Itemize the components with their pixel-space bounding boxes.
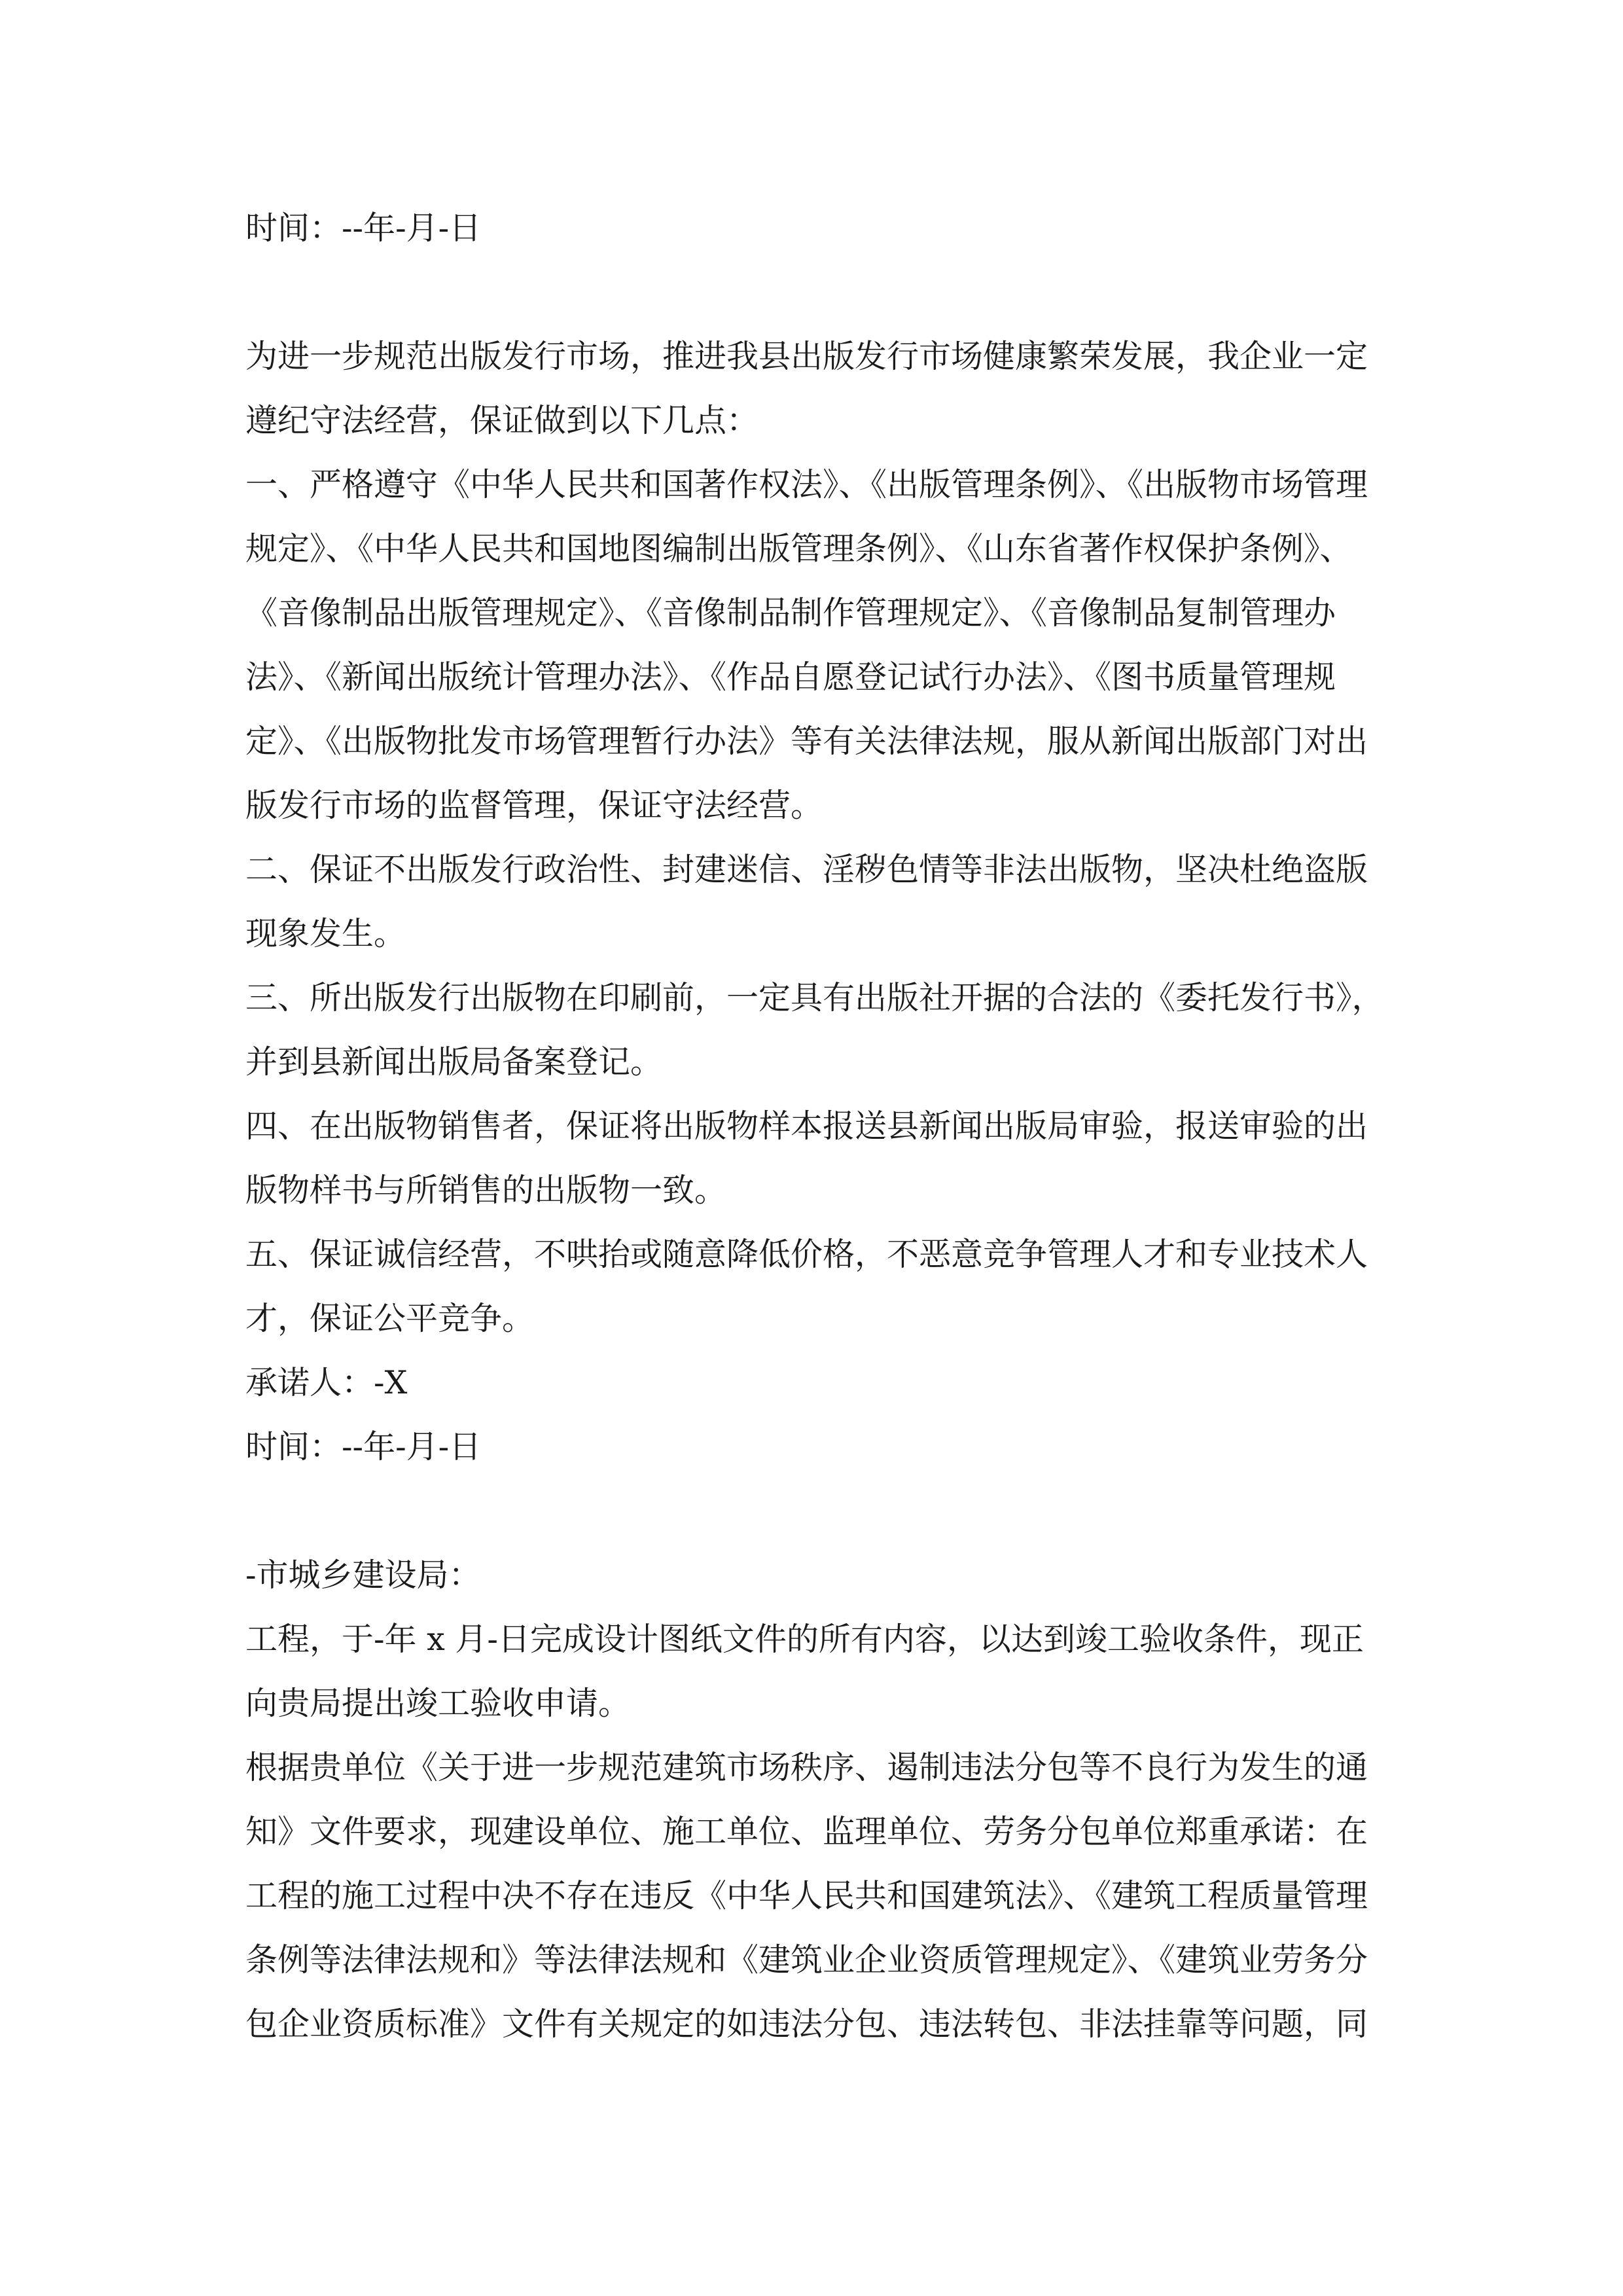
clause-two-line: 二、保证不出版发行政治性、封建迷信、淫秽色情等非法出版物，坚决杜绝盗版 bbox=[245, 851, 1368, 888]
clause-one-line: 《音像制品出版管理规定》、《音像制品制作管理规定》、《音像制品复制管理办 bbox=[245, 594, 1336, 632]
clause-four-line: 四、在出版物销售者，保证将出版物样本报送县新闻出版局审验，报送审验的出 bbox=[245, 1107, 1368, 1145]
date-line: 时间：--年-月-日 bbox=[245, 209, 482, 247]
commitment-line: 工程的施工过程中决不存在违反《中华人民共和国建筑法》、《建筑工程质量管理 bbox=[245, 1877, 1368, 1914]
clause-one-line: 法》、《新闻出版统计管理办法》、《作品自愿登记试行办法》、《图书质量管理规 bbox=[245, 658, 1336, 696]
clause-one-line: 版发行市场的监督管理，保证守法经营。 bbox=[245, 787, 823, 824]
commitment-line: 条例等法律法规和》等法律法规和《建筑业企业资质管理规定》、《建筑业劳务分 bbox=[245, 1941, 1368, 1979]
commitment-line: 包企业资质标准》文件有关规定的如违法分包、违法转包、非法挂靠等问题，同 bbox=[245, 2005, 1368, 2043]
commitment-line: 根据贵单位《关于进一步规范建筑市场秩序、遏制违法分包等不良行为发生的通 bbox=[245, 1749, 1368, 1786]
clause-one-line: 一、严格遵守《中华人民共和国著作权法》、《出版管理条例》、《出版物市场管理 bbox=[245, 466, 1368, 503]
clause-three-line: 三、所出版发行出版物在印刷前，一定具有出版社开据的合法的《委托发行书》， bbox=[245, 979, 1384, 1016]
addressee-line: -市城乡建设局： bbox=[245, 1556, 481, 1594]
intro-line: 遵纪守法经营，保证做到以下几点： bbox=[245, 402, 759, 439]
application-line: 工程，于-年 x 月-日完成设计图纸文件的所有内容，以达到竣工验收条件，现正 bbox=[245, 1621, 1364, 1658]
commitment-line: 知》文件要求，现建设单位、施工单位、监理单位、劳务分包单位郑重承诺：在 bbox=[245, 1813, 1368, 1850]
intro-line: 为进一步规范出版发行市场，推进我县出版发行市场健康繁荣发展，我企业一定 bbox=[245, 338, 1368, 375]
application-line: 向贵局提出竣工验收申请。 bbox=[245, 1685, 631, 1722]
clause-five-line: 五、保证诚信经营，不哄抬或随意降低价格，不恶意竞争管理人才和专业技术人 bbox=[245, 1236, 1368, 1273]
date-line: 时间：--年-月-日 bbox=[245, 1428, 482, 1465]
clause-one-line: 定》、《出版物批发市场管理暂行办法》等有关法律法规，服从新闻出版部门对出 bbox=[245, 723, 1368, 760]
blank-line bbox=[245, 1479, 1381, 1543]
clause-three-line: 并到县新闻出版局备案登记。 bbox=[245, 1043, 663, 1081]
document-body bbox=[245, 196, 1384, 2056]
promisor-line: 承诺人：-X bbox=[245, 1364, 408, 1401]
clause-five-line: 才，保证公平竞争。 bbox=[245, 1300, 535, 1337]
clause-two-line: 现象发生。 bbox=[245, 915, 406, 952]
clause-four-line: 版物样书与所销售的出版物一致。 bbox=[245, 1172, 727, 1209]
blank-line bbox=[245, 260, 1381, 325]
clause-one-line: 规定》、《中华人民共和国地图编制出版管理条例》、《山东省著作权保护条例》、 bbox=[245, 530, 1352, 567]
